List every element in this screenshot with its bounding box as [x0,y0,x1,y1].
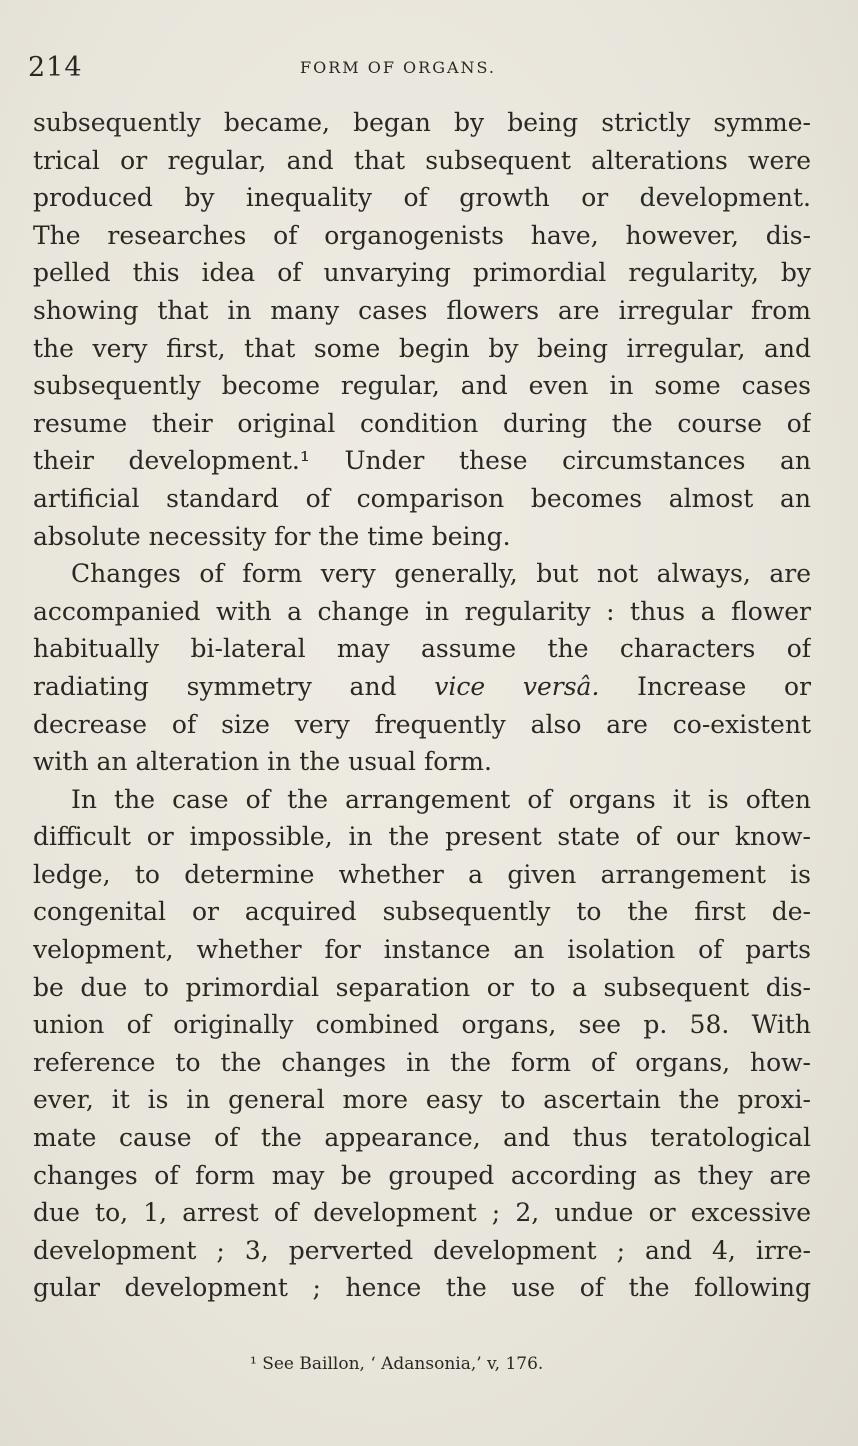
line-text: Increase or [637,671,811,701]
text-line: artificial standard of comparison becomes almost an [33,483,811,513]
text-line-with-italic [33,668,811,706]
text-line: In the case of the arrangement of organs it is often [71,784,811,814]
text-line: decrease of size very frequently also are co-existent [33,709,811,739]
paragraph-1 [33,104,811,555]
text-line: ledge, to determine whether a given arrangement is [33,859,811,889]
text-line: subsequently became, began by being strictly symme- [33,108,811,137]
paragraph-2 [33,555,811,781]
page-number: 214 [28,52,83,83]
text-line: the very first, that some begin by being irregular, and [33,333,811,363]
text-line: union of originally combined organs, see p. 58. With [33,1010,811,1040]
line-text: radiating symmetry and [33,671,397,701]
text-line: development ; 3, perverted development ; and 4, irre- [33,1235,811,1265]
text-line: due to, 1, arrest of development ; 2, undue or excessive [33,1198,811,1228]
text-line: ever, it is in general more easy to ascertain the proxi- [33,1085,811,1115]
text-line: gular development ; hence the use of the following [33,1273,811,1303]
text-line: difficult or impossible, in the present state of our know- [33,822,811,852]
text-line: velopment, whether for instance an isolation of parts [33,935,811,965]
text-line: Changes of form very generally, but not always, are [71,559,811,589]
paragraph-3 [33,781,811,1307]
text-line: pelled this idea of unvarying primordial regularity, by [33,258,811,288]
text-line: mate cause of the appearance, and thus teratological [33,1123,811,1153]
text-line: subsequently become regular, and even in some cases [33,371,811,401]
text-line: changes of form may be grouped according as they are [33,1160,811,1190]
text-line: produced by inequality of growth or development. [33,183,811,213]
text-line: reference to the changes in the form of organs, how- [33,1047,811,1077]
text-line: accompanied with a change in regularity : thus a flower [33,596,811,626]
text-line: absolute necessity for the time being. [33,521,511,551]
italic-phrase: vice versâ. [434,671,600,701]
text-line: habitually bi-lateral may assume the characters of [33,634,811,664]
text-line: trical or regular, and that subsequent alterations were [33,145,811,175]
page-body [33,104,811,1307]
text-line: showing that in many cases flowers are irregular from [33,295,811,325]
running-title: FORM OF ORGANS. [300,58,497,77]
text-line: congenital or acquired subsequently to the first de- [33,897,811,927]
text-line: The researches of organogenists have, however, dis- [33,220,811,250]
text-line: their development.¹ Under these circumstances an [33,446,811,476]
page-header [28,52,818,86]
text-line: resume their original condition during the course of [33,408,811,438]
text-line: with an alteration in the usual form. [33,747,492,777]
text-line: be due to primordial separation or to a subsequent dis- [33,972,811,1002]
footnote: ¹ See Baillon, ‘ Adansonia,’ v, 176. [250,1354,544,1374]
